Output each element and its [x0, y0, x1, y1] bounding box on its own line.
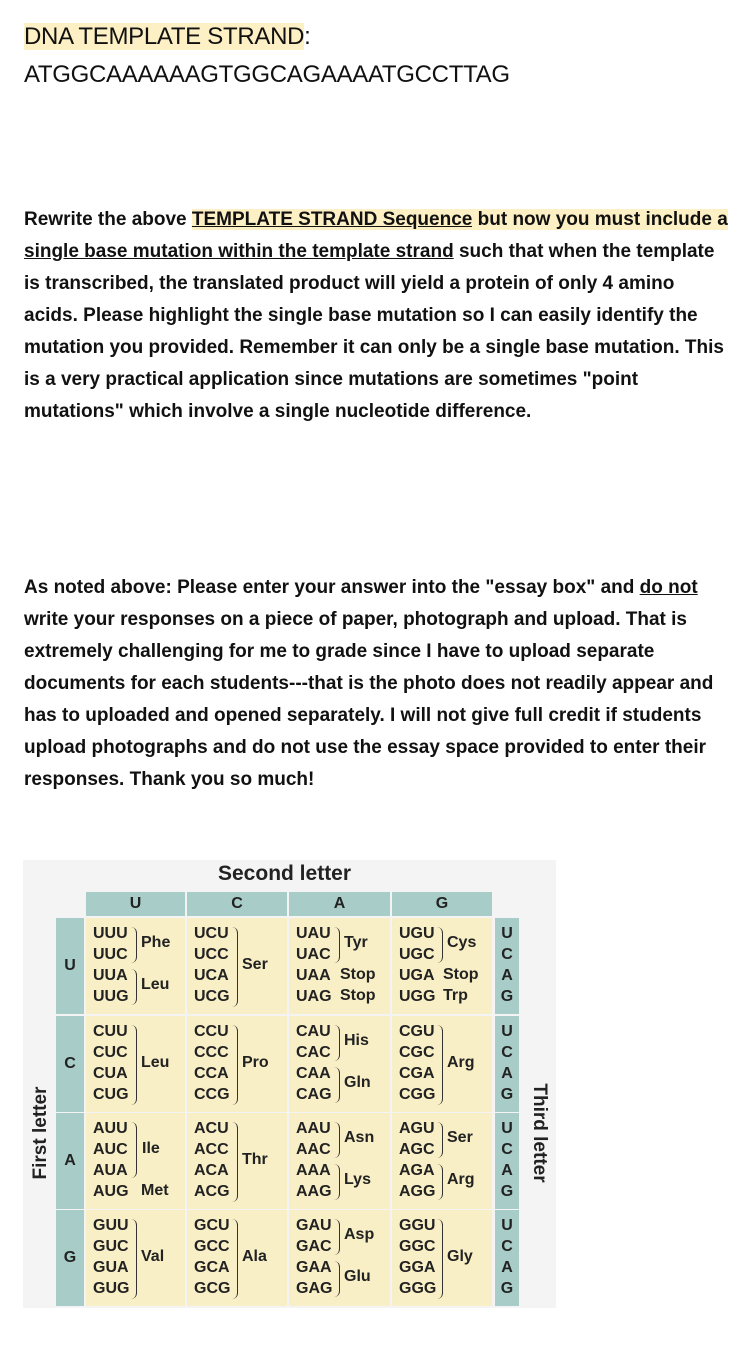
codon: CGC	[399, 1044, 435, 1061]
codon-brace	[333, 1261, 340, 1297]
third-letter-C-C: C	[501, 1044, 513, 1061]
codon: GCC	[194, 1238, 230, 1255]
codon: AAG	[296, 1183, 332, 1200]
codon-table	[23, 860, 556, 1308]
p1-highlight-text: but now you must include a	[472, 209, 728, 230]
p1-highlight-template: TEMPLATE STRAND Sequence	[191, 209, 473, 230]
amino-acid: Gln	[344, 1074, 371, 1091]
codon: AUA	[93, 1162, 128, 1179]
codon: GUG	[93, 1280, 130, 1297]
codon-brace	[130, 927, 137, 963]
codon: AGA	[399, 1162, 435, 1179]
first-letter-A: A	[56, 1113, 84, 1209]
amino-acid: Ser	[242, 956, 268, 973]
first-letter-label: First letter	[30, 1086, 51, 1180]
third-letter-G-A: A	[501, 1259, 513, 1276]
codon: GUU	[93, 1217, 129, 1234]
p1-text-2: such that when the template is transcribed, the translated product will yield a protein of only 4 amino acids. Please highlight the single base mutation so I can easily identify the mutation you provided. Remember it can only be a single base mutation. This is a very practical application since mutations are sometimes "point mutations" which involve a single nucleotide difference.	[24, 241, 724, 422]
codon: UCU	[194, 925, 229, 942]
amino-acid: Leu	[141, 976, 170, 993]
amino-acid: Glu	[344, 1268, 371, 1285]
third-letter-C-G: G	[500, 1086, 514, 1103]
codon: AAU	[296, 1120, 331, 1137]
third-letter-U-G: G	[500, 988, 514, 1005]
codon-brace	[436, 1164, 443, 1200]
codon: UAC	[296, 946, 331, 963]
codon: GGG	[399, 1280, 437, 1297]
third-letter-G-G: G	[500, 1280, 514, 1297]
amino-acid: Asn	[344, 1129, 375, 1146]
codon: CUG	[93, 1086, 129, 1103]
codon: AGC	[399, 1141, 435, 1158]
codon-brace	[436, 927, 443, 963]
codon: CCA	[194, 1065, 229, 1082]
amino-acid: Phe	[141, 934, 171, 951]
codon: UGU	[399, 925, 435, 942]
codon: ACA	[194, 1162, 229, 1179]
codon: GAC	[296, 1238, 332, 1255]
title-colon: :	[304, 23, 311, 50]
first-letter-U: U	[56, 918, 84, 1014]
second-letter-A: A	[289, 892, 390, 916]
codon-brace	[333, 927, 340, 963]
amino-acid: His	[344, 1032, 369, 1049]
amino-acid: Val	[141, 1248, 165, 1265]
amino-acid: Ala	[242, 1248, 267, 1265]
codon-brace	[231, 927, 238, 1007]
amino-acid: Leu	[141, 1054, 170, 1071]
codon: UAU	[296, 925, 331, 942]
second-letter-C: C	[187, 892, 287, 916]
third-letter-A-C: C	[501, 1141, 513, 1158]
first-letter-G: G	[56, 1210, 84, 1306]
third-letter-C-A: A	[501, 1065, 513, 1082]
page-title	[24, 20, 311, 54]
codon: AAC	[296, 1141, 331, 1158]
second-letter-U: U	[86, 892, 185, 916]
second-letter-G: G	[392, 892, 492, 916]
second-letter-label: Second letter	[218, 862, 352, 885]
third-letter-U-A: A	[501, 967, 513, 984]
codon: GCA	[194, 1259, 230, 1276]
codon: AAA	[296, 1162, 331, 1179]
codon-brace	[436, 1219, 443, 1299]
amino-acid: Tyr	[344, 934, 368, 951]
amino-acid: Gly	[447, 1248, 473, 1265]
amino-acid: Arg	[447, 1171, 475, 1188]
amino-acid: Asp	[344, 1226, 375, 1243]
codon: CGG	[399, 1086, 436, 1103]
codon: UCA	[194, 967, 229, 984]
instructions-paragraph	[24, 204, 729, 428]
first-letter-C: C	[56, 1016, 84, 1112]
codon: ACG	[194, 1183, 230, 1200]
amino-acid: Ile	[142, 1140, 160, 1157]
codon-brace	[333, 1025, 340, 1061]
third-letter-A-U: U	[501, 1120, 513, 1137]
codon: GGU	[399, 1217, 436, 1234]
submission-note-paragraph	[24, 572, 729, 796]
codon: CCC	[194, 1044, 229, 1061]
codon-brace	[130, 1025, 137, 1105]
codon-brace	[130, 1219, 137, 1299]
codon: UCC	[194, 946, 229, 963]
codon: UGA	[399, 967, 435, 984]
codon: CGU	[399, 1023, 435, 1040]
codon: UUC	[93, 946, 128, 963]
codon: UAG	[296, 988, 332, 1005]
codon: GCG	[194, 1280, 231, 1297]
codon: GAA	[296, 1259, 332, 1276]
third-letter-U-U: U	[501, 925, 513, 942]
codon: ACC	[194, 1141, 229, 1158]
codon-brace	[231, 1122, 238, 1202]
codon: UUG	[93, 988, 129, 1005]
codon: GUA	[93, 1259, 129, 1276]
codon-brace	[436, 1122, 443, 1158]
third-letter-A-G: G	[500, 1183, 514, 1200]
p2-text-1: As noted above: Please enter your answer into the "essay box" and	[24, 577, 640, 598]
dna-sequence: ATGGCAAAAAAGTGGCAGAAAATGCCTTAG	[24, 61, 510, 88]
amino-acid: Trp	[443, 987, 468, 1004]
codon-brace	[333, 1164, 340, 1200]
amino-acid: Stop	[340, 987, 376, 1004]
amino-acid: Stop	[443, 966, 479, 983]
amino-acid: Stop	[340, 966, 376, 983]
codon: CCU	[194, 1023, 229, 1040]
codon: CAG	[296, 1086, 332, 1103]
codon: ACU	[194, 1120, 229, 1137]
p2-underline-do-not: do not	[639, 577, 698, 598]
amino-acid: Pro	[242, 1054, 269, 1071]
codon: AUU	[93, 1120, 128, 1137]
title-text: DNA TEMPLATE STRAND	[24, 23, 305, 50]
codon-brace	[333, 1122, 340, 1158]
amino-acid: Met	[141, 1182, 169, 1199]
third-letter-U-C: C	[501, 946, 513, 963]
amino-acid: Cys	[447, 934, 477, 951]
codon: UUA	[93, 967, 128, 984]
codon-brace	[436, 1025, 443, 1105]
codon: CAU	[296, 1023, 331, 1040]
codon: AUC	[93, 1141, 128, 1158]
codon: UCG	[194, 988, 230, 1005]
codon: GGC	[399, 1238, 436, 1255]
third-letter-A-A: A	[501, 1162, 513, 1179]
codon: UGG	[399, 988, 436, 1005]
codon: GGA	[399, 1259, 436, 1276]
codon: UUU	[93, 925, 128, 942]
codon-brace	[130, 969, 137, 1005]
amino-acid: Thr	[242, 1151, 268, 1168]
codon: UGC	[399, 946, 435, 963]
codon: CUU	[93, 1023, 128, 1040]
codon: GUC	[93, 1238, 129, 1255]
p1-text-1: Rewrite the above	[24, 209, 192, 230]
codon: CAA	[296, 1065, 331, 1082]
codon: GCU	[194, 1217, 230, 1234]
codon: AGU	[399, 1120, 435, 1137]
codon: GAU	[296, 1217, 332, 1234]
codon-brace	[231, 1219, 238, 1299]
third-letter-C-U: U	[501, 1023, 513, 1040]
codon-brace	[231, 1025, 238, 1105]
codon: AGG	[399, 1183, 436, 1200]
codon: GAG	[296, 1280, 333, 1297]
p2-text-2: write your responses on a piece of paper, photograph and upload. That is extremely challenging for me to grade since I have to upload separate documents for each students---that is the photo does not readily appear and has to uploaded and opened separately. I will not give full credit if students upload photographs and do not use the essay space provided to enter their responses. Thank you so much!	[24, 609, 714, 790]
third-letter-G-C: C	[501, 1238, 513, 1255]
codon-brace	[333, 1067, 340, 1103]
amino-acid: Ser	[447, 1129, 473, 1146]
codon: CGA	[399, 1065, 435, 1082]
codon-brace	[333, 1219, 340, 1255]
codon: UAA	[296, 967, 331, 984]
codon: CUA	[93, 1065, 128, 1082]
third-letter-label: Third letter	[529, 1083, 550, 1183]
third-letter-G-U: U	[501, 1217, 513, 1234]
codon: CCG	[194, 1086, 230, 1103]
amino-acid: Lys	[344, 1171, 371, 1188]
codon: CAC	[296, 1044, 331, 1061]
codon-brace	[130, 1122, 137, 1178]
p1-underline-mutation: single base mutation within the template strand	[24, 241, 454, 262]
amino-acid: Arg	[447, 1054, 475, 1071]
codon: AUG	[93, 1183, 129, 1200]
codon: CUC	[93, 1044, 128, 1061]
